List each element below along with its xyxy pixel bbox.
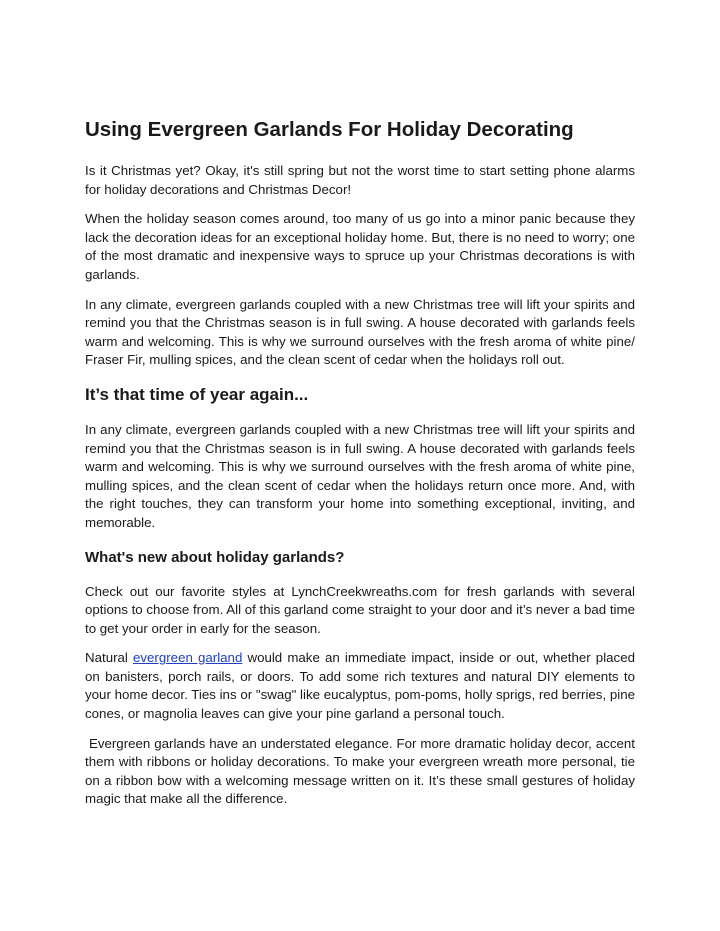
section2-paragraph-1: Check out our favorite styles at LynchCreekwreaths.com for fresh garlands with several options to choose from. All of this garland come straight to your door and it’s never a bad time to get your order in early for the season. (85, 583, 635, 636)
section2-paragraph-3: Evergreen garlands have an understated elegance. For more dramatic holiday decor, accent them with ribbons or holiday decorations. To make your evergreen wreath more personal, tie on a ribbon bow with a welcoming message written on it. It’s these small gestures of holiday magic that make all the difference. (85, 735, 639, 807)
intro-paragraph-3: In any climate, evergreen garlands coupled with a new Christmas tree will lift your spirits and remind you that the Christmas season is in full swing. A house decorated with garlands feels warm and welcoming. This is why we surround ourselves with the fresh aroma of white pine/ Fraser Fir, mulling spices, and the clean scent of cedar when the holidays roll out. (85, 296, 635, 368)
intro-paragraph-1: Is it Christmas yet? Okay, it's still spring but not the worst time to start setting phone alarms for holiday decorations and Christmas Decor! (85, 163, 635, 197)
section-heading-whats-new: What's new about holiday garlands? (85, 548, 345, 566)
section1-paragraph-1: In any climate, evergreen garlands coupled with a new Christmas tree will lift your spirits and remind you that the Christmas season is in full swing. A house decorated with garlands feels warm and welcoming. This is why we surround ourselves with the fresh aroma of white pine, mulling spices, and the clean scent of cedar when the holidays return once more. And, with the right touches, they can transform your home into something exceptional, inviting, and memorable. (85, 421, 635, 530)
section2-paragraph-2 (85, 649, 635, 723)
document-page (85, 116, 639, 820)
evergreen-garland-link[interactable]: evergreen garland (132, 650, 243, 666)
intro-paragraph-2: When the holiday season comes around, too many of us go into a minor panic because they lack the decoration ideas for an exceptional holiday home. But, there is no need to worry; one of the most dramatic and inexpensive ways to spruce up your Christmas decorations is with garlands. (85, 211, 635, 282)
paragraph-text-before-link: Natural (85, 650, 133, 666)
paragraph-text-after-link: would make an immediate impact, inside or out, whether placed on banisters, porch rails, or doors. To add some rich textures and natural DIY elements to your home decor. Ties ins or "swag" like eucalyptus, pom-poms, holly sprigs, red berries, pine cones, or magnolia leaves can give your pine garland a personal touch. (85, 650, 635, 722)
section-heading-time-of-year: It’s that time of year again... (85, 384, 309, 404)
document-title: Using Evergreen Garlands For Holiday Decorating (85, 118, 574, 141)
